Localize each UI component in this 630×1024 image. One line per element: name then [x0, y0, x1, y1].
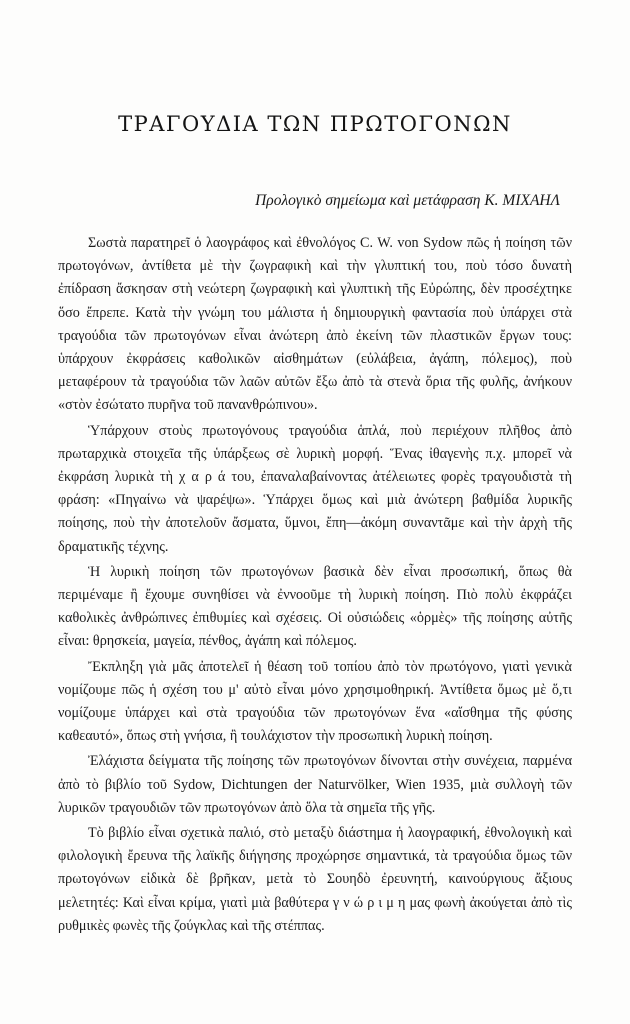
paragraph-2: Ὑπάρχουν στοὺς πρωτογόνους τραγούδια ἁπλά, ποὺ περιέχουν πλῆθος ἀπὸ πρωταρχικὰ στοιχεῖα τῆς ὑπάρξεως σὲ λυρικὴ μορφή. Ἕνας ἰθαγενὴς π.χ. μπορεῖ νὰ ἐκφράση λυρικὰ τὴ χ α ρ ά του, ἐπαναλαβαίνοντας ἀτέλειωτες φορὲς τραγουδιστὰ τὴ φράση: «Πηγαίνω νὰ ψαρέψω». Ὑπάρχει ὅμως καὶ μιὰ ἀνώτερη βαθμίδα λυρικῆς ποίησης, ποὺ τὴν ἀποτελοῦν ἄσματα, ὕμνοι, ἔπη—ἀκόμη συναντᾶμε καὶ τὴν ἀρχὴ τῆς δραματικῆς τέχνης. — [58, 422, 572, 555]
paragraph-1: Σωστὰ παρατηρεῖ ὁ λαογράφος καὶ ἐθνολόγος C. W. von Sydow πῶς ἡ ποίηση τῶν πρωτογόνων, ἀντίθετα μὲ τὴν ζωγραφικὴ καὶ τὴν γλυπτική του, ποὺ τόσο δυνατὴ ἐπίδραση ἄσκησαν στὴ νεώτερη ζωγραφικὴ καὶ γλυπτικὴ τῆς Εὐρώπης, δὲν προσέχτηκε ὅσο ἔπρεπε. Κατὰ τὴν γνώμη του μάλιστα ἡ δημιουργικὴ φαντασία ποὺ ὑπάρχει στὰ τραγούδια τῶν πρωτογόνων εἶναι ἀνώτερη ἀπὸ ἐκείνη τῶν πλαστικῶν ἔργων τους: ὑπάρχουν ἐκφράσεις καθολικῶν αἰσθημάτων (εὐλάβεια, ἀγάπη, πόλεμος), ποὺ μεταφέρουν τὰ τραγούδια τῶν λαῶν αὐτῶν ἔξω ἀπὸ τὰ στενὰ ὅρια τῆς φυλῆς, ἀνήκουν «στὸν ἐσώτατο πυρῆνα τοῦ πανανθρώπινου». — [58, 235, 572, 414]
paragraph-6: Τὸ βιβλίο εἶναι σχετικὰ παλιό, στὸ μεταξὺ διάστημα ἡ λαογραφική, ἐθνολογικὴ καὶ φιλολογικὴ ἔρευνα τῆς λαϊκῆς διήγησης προχώρησε σημαντικά, τὰ τραγούδια ὅμως τῶν πρωτογόνων εἰδικὰ δὲ βρῆκαν, μετὰ τὸ Σουηδὸ ἐρευνητή, καινούργιους ἄξιους μελετητές: Καὶ εἶναι κρίμα, γιατὶ μιὰ βαθύτερα γ ν ώ ρ ι μ η μας φωνὴ ἀκούγεται ἀπὸ τὶς ρυθμικὲς φωνὲς τῆς ζούγκλας καὶ τῆς στέππας. — [58, 825, 572, 934]
document-subtitle: Προλογικὸ σημείωμα καὶ μετάφραση Κ. ΜΙΧΑΗΛ — [255, 192, 560, 209]
paragraph-5: Ἐλάχιστα δείγματα τῆς ποίησης τῶν πρωτογόνων δίνονται στὴν συνέχεια, παρμένα ἀπὸ τὸ βιβλίο τοῦ Sydow, Dichtungen der Naturvölker, Wien 1935, μιὰ συλλογὴ τῶν λυρικῶν τραγουδιῶν τῶν πρωτογόνων ἀπὸ ὅλα τὰ σημεῖα τῆς γῆς. — [58, 753, 572, 816]
paragraph-4: Ἔκπληξη γιὰ μᾶς ἀποτελεῖ ἡ θέαση τοῦ τοπίου ἀπὸ τὸν πρωτόγονο, γιατὶ γενικὰ νομίζουμε πῶς ἡ σχέση του μ' αὐτὸ εἶναι μόνο χρησιμοθηρική. Ἀντίθετα ὅμως μὲ ὅ,τι νομίζουμε ὑπάρχει καὶ στὰ τραγούδια τῶν πρωτογόνων ἕνα «αἴσθημα τῆς φύσης καθεαυτό», ὅπως στὴ γνήσια, ἢ τουλάχιστον τὴν προσωπικὴ λυρικὴ ποίηση. — [58, 658, 572, 745]
document-body — [58, 232, 572, 940]
paragraph-3: Ἡ λυρικὴ ποίηση τῶν πρωτογόνων βασικὰ δὲν εἶναι προσωπική, ὅπως θὰ περιμέναμε ἢ ἔχουμε συνηθίσει νὰ ἐννοοῦμε τὴ λυρικὴ ποίηση. Πιὸ πολὺ ἐκφράζει καθολικὲς ἀνθρώπινες ἐπιθυμίες καὶ σχέσεις. Οἱ οὐσιώδεις «ὁρμὲς» τῆς ποίησης αὐτῆς εἶναι: θρησκεία, μαγεία, πένθος, ἀγάπη καὶ πόλεμος. — [58, 563, 572, 650]
document-title: ΤΡΑΓΟΥΔΙΑ ΤΩΝ ΠΡΩΤΟΓΟΝΩΝ — [118, 112, 512, 136]
